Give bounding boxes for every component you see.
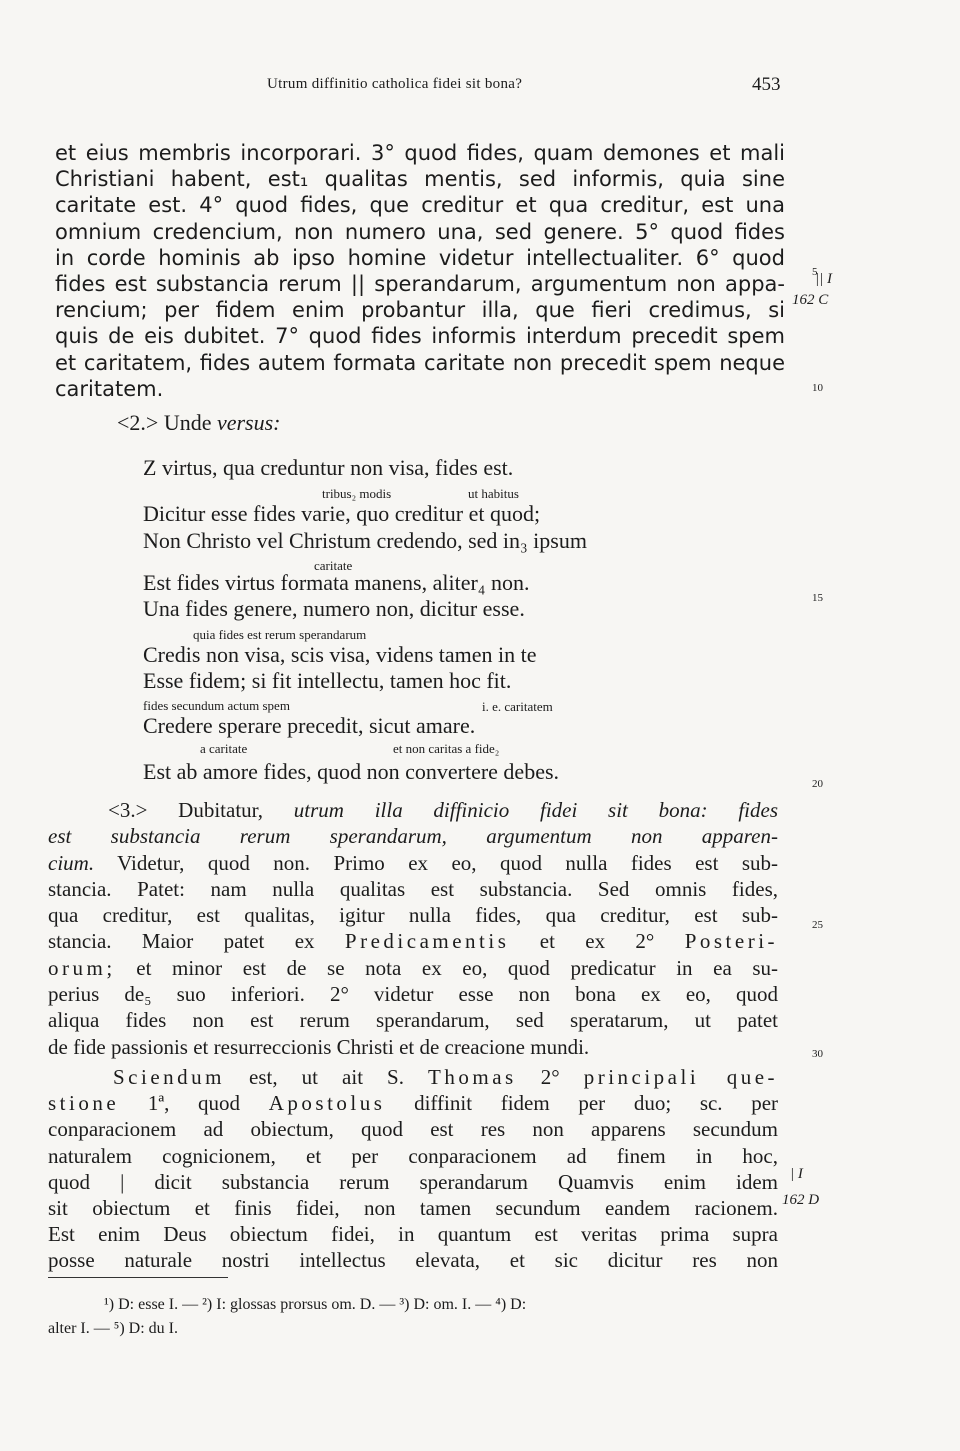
line-number: 15	[812, 592, 823, 604]
interlinear-gloss: quia fides est rerum sperandarum	[193, 627, 367, 642]
section-label: <3.> Dubitatur,	[108, 798, 264, 822]
text-line: caritatem.	[55, 376, 164, 401]
spaced-text: Sciendum	[113, 1065, 225, 1089]
text-line: Christiani habent, est₁ qualitas mentis, sed informis, quia sine	[55, 167, 785, 192]
footnote-rule	[48, 1277, 228, 1278]
line-number: 5	[812, 266, 818, 278]
spaced-text: stione	[48, 1091, 120, 1116]
text-line	[48, 955, 778, 981]
text-line: et caritatem, fides autem formata caritate non precedit spem neque	[55, 350, 785, 375]
verse-line: Est ab amore fides, quod non convertere debes.	[143, 759, 560, 784]
line-number: 10	[812, 382, 823, 394]
text-line: Est enim Deus obiectum fidei, in quantum est veritas prima supra	[48, 1222, 778, 1247]
verse-line: Dicitur esse fides varie, quo creditur et quod;	[143, 501, 541, 526]
paragraph-1	[55, 140, 785, 402]
interlinear-gloss: ut habitus	[468, 486, 519, 501]
text-line	[48, 1064, 778, 1090]
line-number: 25	[812, 919, 823, 931]
verse-line: Una fides genere, numero non, dicitur esse.	[143, 596, 525, 621]
text-line	[48, 850, 778, 876]
verse-line: Est fides virtus formata manens, aliter₄ non.	[143, 570, 530, 595]
text-line: posse naturale nostri intellectus elevata, et sic dicitur res non	[48, 1248, 778, 1273]
running-title: Utrum diffinitio catholica fidei sit bona?	[267, 76, 523, 92]
text-line: quod | dicit substancia rerum sperandarum Quamvis enim idem	[48, 1169, 778, 1194]
italic-text: cium.	[48, 850, 95, 875]
text-line: conparacionem ad obiectum, quod est res non apparens secundum	[48, 1117, 778, 1142]
text-run: stancia. Maior patet ex	[48, 929, 315, 954]
text-line	[48, 797, 778, 823]
paragraph-4	[48, 1064, 778, 1274]
interlinear-gloss: i. e. caritatem	[482, 699, 553, 714]
text-line: quis de eis dubitet. 7° quod fides informis interdum precedit spem	[55, 324, 785, 349]
text-line: naturalem cognicionem, et per conparacionem ad finem in hoc,	[48, 1143, 778, 1168]
text-line: aliqua fides non est rerum sperandarum, sed speratarum, ut patet	[48, 1008, 778, 1033]
verse-line: Z virtus, qua creduntur non visa, fides est.	[143, 455, 514, 480]
text-line: omnium credencium, non numero una, sed genere. 5° quod fides	[55, 219, 785, 244]
interlinear-gloss: et non caritas a fide₂	[393, 741, 500, 756]
footnotes	[48, 1293, 788, 1341]
text-run: 1ª, quod	[147, 1091, 241, 1116]
section-label: <2.> Unde	[117, 410, 212, 435]
text-line	[48, 1090, 778, 1116]
text-line: est substancia rerum sperandarum, argumentum non apparen-	[48, 824, 778, 849]
text-line	[48, 928, 778, 954]
text-line: perius de₅ suo inferiori. 2° videtur esse non bona ex eo, quod	[48, 982, 778, 1007]
text-run: est, ut ait S.	[249, 1065, 404, 1089]
paragraph-3	[48, 797, 778, 1060]
spaced-text: Predicamentis	[344, 929, 510, 954]
margin-folio-ref: || I	[815, 271, 832, 287]
margin-folio-ref: 162 C	[792, 292, 829, 308]
text-run: et ex 2°	[539, 929, 655, 954]
spaced-text: Posteri-	[684, 929, 779, 954]
text-line: caritate est. 4° quod fides, que creditur et qua creditur, est una	[55, 193, 785, 218]
interlinear-gloss: caritate	[314, 558, 353, 573]
interlinear-gloss: a caritate	[200, 741, 248, 756]
section-label-italic: versus:	[216, 410, 281, 435]
spaced-text: principali que-	[583, 1065, 779, 1089]
text-line: qua creditur, est qualitas, igitur nulla fides, qua creditur, est sub-	[48, 903, 778, 928]
verse-line: Esse fidem; si fit intellectu, tamen hoc fit.	[143, 668, 512, 693]
text-run: 2°	[540, 1065, 560, 1089]
interlinear-gloss: fides secundum actum spem	[143, 698, 290, 713]
footnote-line: ¹) D: esse I. — ²) I: glossas prorsus om. D. — ³) D: om. I. — ⁴) D:	[104, 1296, 527, 1313]
page-number: 453	[752, 74, 781, 95]
text-run: Videtur, quod non. Primo ex eo, quod nulla fides est sub-	[117, 850, 778, 875]
text-line: rencium; per fidem enim probantur illa, que fieri credimus, si	[55, 298, 785, 323]
line-number: 30	[812, 1048, 823, 1060]
spaced-text: Thomas	[428, 1065, 517, 1089]
text-line: stancia. Patet: nam nulla qualitas est substancia. Sed omnis fides,	[48, 876, 778, 901]
verse-line: Credere sperare precedit, sicut amare.	[143, 713, 476, 738]
verse-line: Credis non visa, scis visa, videns tamen in te	[143, 642, 537, 667]
text-line: de fide passionis et resurreccionis Christi et de creacione mundi.	[48, 1034, 590, 1059]
spaced-text: Apostolus	[268, 1091, 386, 1116]
text-run: et minor est de se nota ex eo, quod predicatur in ea su-	[136, 955, 779, 980]
interlinear-gloss: tribus₂ modis	[322, 486, 392, 501]
italic-text: utrum illa diffinicio fidei sit bona: fides	[293, 798, 778, 822]
margin-folio-ref: | I	[790, 1166, 803, 1182]
section-heading-2	[117, 410, 281, 436]
line-number: 20	[812, 778, 823, 790]
spaced-text: orum;	[48, 955, 116, 980]
text-line: sit obiectum et finis fidei, non tamen secundum eandem racionem.	[48, 1196, 778, 1221]
verse-line: Non Christo vel Christum credendo, sed in₃ ipsum	[143, 528, 587, 553]
text-run: diffinit fidem per duo; sc. per	[414, 1091, 779, 1116]
text-line: et eius membris incorporari. 3° quod fides, quam demones et mali	[55, 141, 785, 165]
margin-folio-ref: 162 D	[782, 1192, 820, 1208]
text-line: in corde hominis ab ipso homine videtur intellectualiter. 6° quod	[55, 245, 785, 270]
text-line: fides est substancia rerum || sperandarum, argumentum non appa-	[55, 272, 785, 297]
footnote-line: alter I. — ⁵) D: du I.	[48, 1320, 178, 1337]
